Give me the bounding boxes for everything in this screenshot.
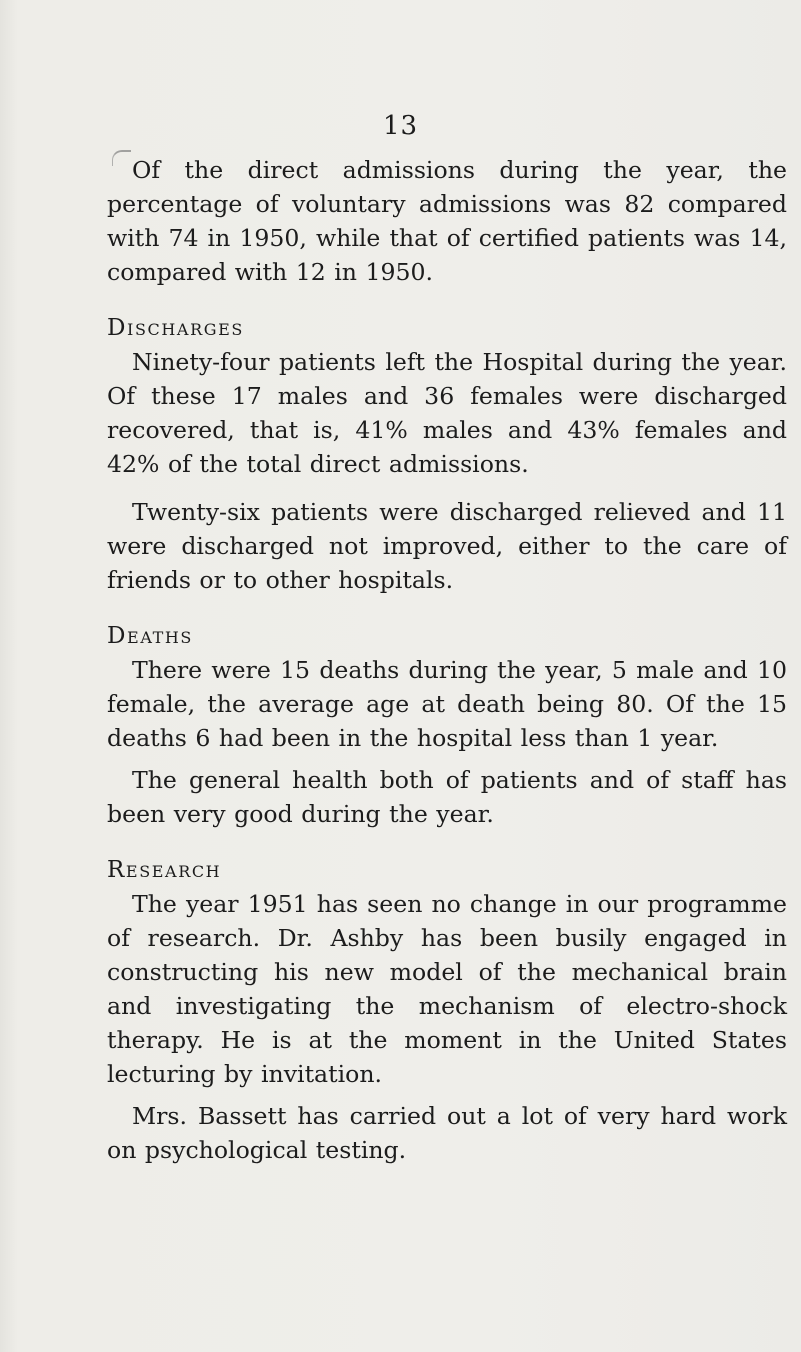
page-body — [107, 153, 787, 1167]
heading-deaths: Deaths — [107, 623, 193, 649]
page-number: 13 — [382, 111, 419, 141]
paragraph-research-programme: The year 1951 has seen no change in our programme of research. Dr. Ashby has been busily engaged in constructing his new model of the mechanical brain and investigating the mechanism of electro-shock therapy. He is at the moment in the United States lecturing by invitation. — [107, 890, 787, 1088]
heading-research: Research — [107, 857, 222, 883]
paragraph-direct-admissions: Of the direct admissions during the year, the percentage of voluntary admissions was 82 compared with 74 in 1950, while that of certified patients was 14, compared with 12 in 1950. — [107, 156, 787, 286]
heading-discharges: Discharges — [107, 315, 244, 341]
paragraph-deaths: There were 15 deaths during the year, 5 male and 10 female, the average age at death being 80. Of the 15 deaths 6 had been in the hospital less than 1 year. — [107, 656, 787, 752]
paragraph-general-health: The general health both of patients and of staff has been very good during the year. — [107, 766, 787, 828]
paragraph-discharges-recovered: Ninety-four patients left the Hospital during the year. Of these 17 males and 36 females were discharged recovered, that is, 41% males and 43% females and 42% of the total direct admissions. — [107, 348, 787, 478]
paragraph-psychological-testing: Mrs. Bassett has carried out a lot of very hard work on psychological testing. — [107, 1102, 787, 1164]
paragraph-discharges-relieved: Twenty-six patients were discharged relieved and 11 were discharged not improved, either to the care of friends or to other hospitals. — [107, 498, 787, 594]
